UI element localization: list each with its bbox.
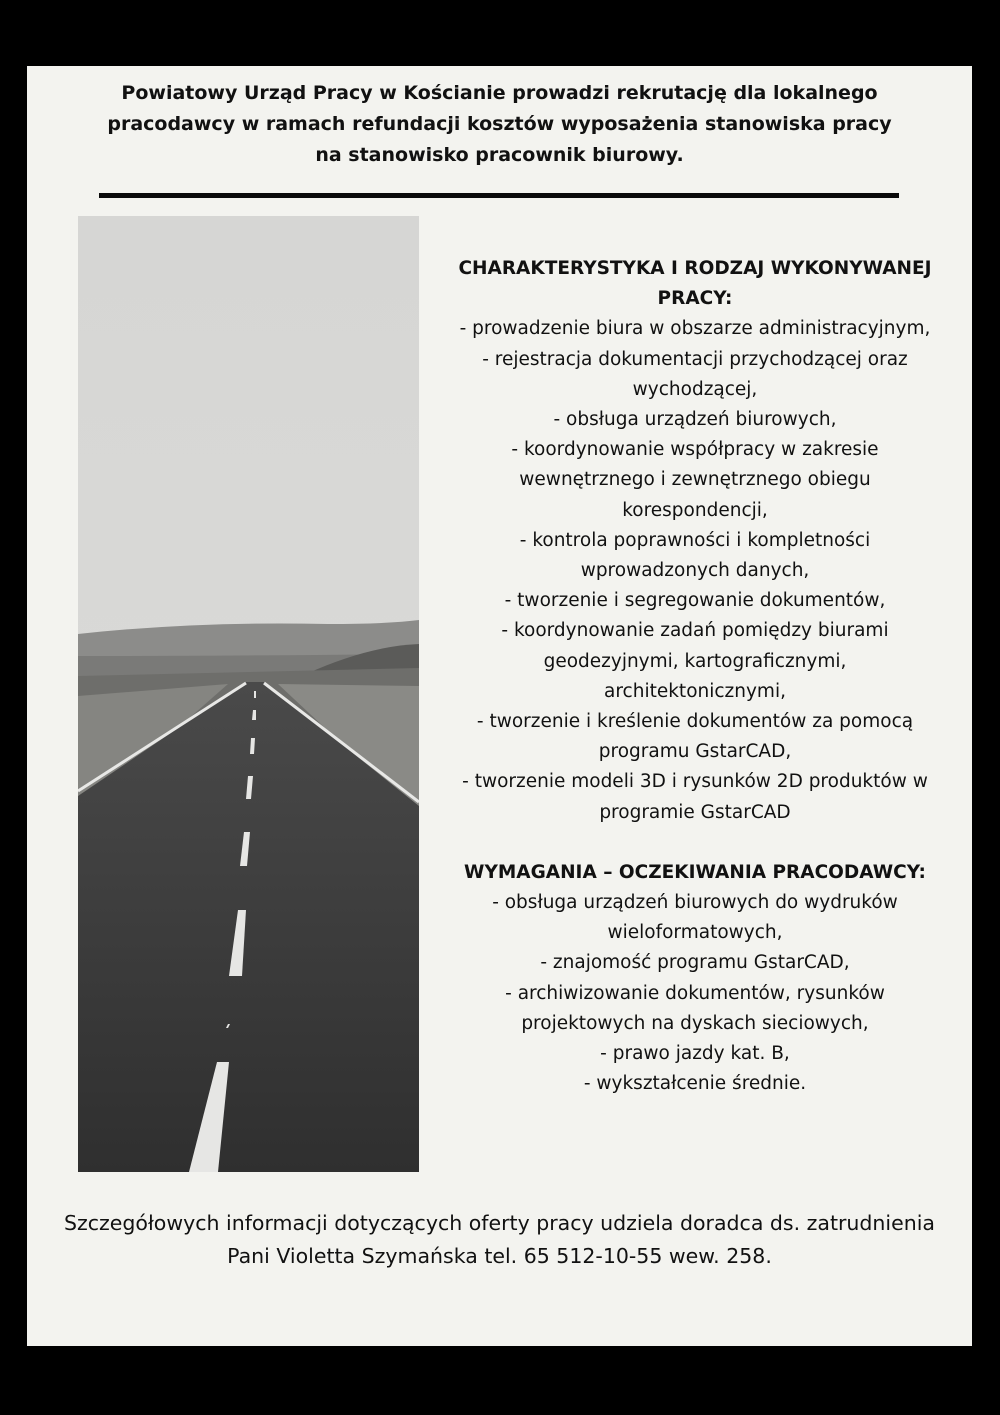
footer-line-2: Pani Violetta Szymańska tel. 65 512-10-55 wew. 258. [227, 1244, 772, 1268]
header-line-2: pracodawcy w ramach refundacji kosztów wyposażenia stanowiska pracy [107, 113, 892, 135]
header-line-3: na stanowisko pracownik biurowy. [315, 144, 684, 166]
section1-line: wprowadzonych danych, [580, 560, 810, 582]
section2-line: projektowych na dyskach sieciowych, [521, 1012, 869, 1034]
road-photo [78, 216, 419, 1172]
section1-line: - obsługa urządzeń biurowych, [553, 409, 837, 431]
section1-line: - tworzenie i kreślenie dokumentów za pomocą [476, 711, 914, 733]
section1-line: - koordynowanie zadań pomiędzy biurami [501, 620, 889, 642]
job-offer-page [27, 66, 972, 1346]
section1-line: - kontrola poprawności i kompletności [519, 529, 871, 551]
section1-line: - prowadzenie biura w obszarze administracyjnym, [459, 318, 931, 340]
section1-line: programie GstarCAD [599, 801, 791, 823]
section1-heading-line-1: CHARAKTERYSTYKA I RODZAJ WYKONYWANEJ [458, 258, 932, 279]
section1-line: - tworzenie i segregowanie dokumentów, [504, 590, 886, 612]
section1-line: wewnętrznego i zewnętrznego obiegu [519, 469, 871, 491]
footer-line-1: Szczegółowych informacji dotyczących oferty pracy udziela doradca ds. zatrudnienia [64, 1211, 935, 1235]
header-line-1: Powiatowy Urząd Pracy w Kościanie prowadzi rekrutację dla lokalnego [121, 82, 878, 104]
section1-line: - koordynowanie współpracy w zakresie [511, 439, 879, 461]
section1-heading-line-2: PRACY: [657, 288, 733, 310]
section2-line: - archiwizowanie dokumentów, rysunków [505, 982, 885, 1004]
section1-line: programu GstarCAD, [598, 741, 792, 763]
header-divider [99, 193, 899, 198]
section1-line: geodezyjnymi, kartograficznymi, [543, 650, 847, 672]
section2-line: wieloformatowych, [607, 922, 783, 944]
section1-line: - rejestracja dokumentacji przychodzącej oraz [482, 348, 908, 370]
section2-line: - wykształcenie średnie. [583, 1073, 807, 1095]
announcement-header [27, 78, 972, 171]
section2-line: - prawo jazdy kat. B, [600, 1043, 790, 1065]
section1-line: korespondencji, [622, 499, 768, 521]
offer-details [431, 254, 959, 1099]
section2-line: - obsługa urządzeń biurowych do wydruków [492, 892, 898, 914]
section1-line: wychodzącej, [632, 378, 758, 400]
section2-heading: WYMAGANIA – OCZEKIWANIA PRACODAWCY: [464, 861, 926, 883]
section-spacer [431, 828, 959, 858]
section1-line: - tworzenie modeli 3D i rysunków 2D produktów w [462, 771, 928, 793]
section1-line: architektonicznymi, [604, 680, 786, 702]
section2-line: - znajomość programu GstarCAD, [540, 952, 850, 974]
contact-info [27, 1207, 972, 1273]
